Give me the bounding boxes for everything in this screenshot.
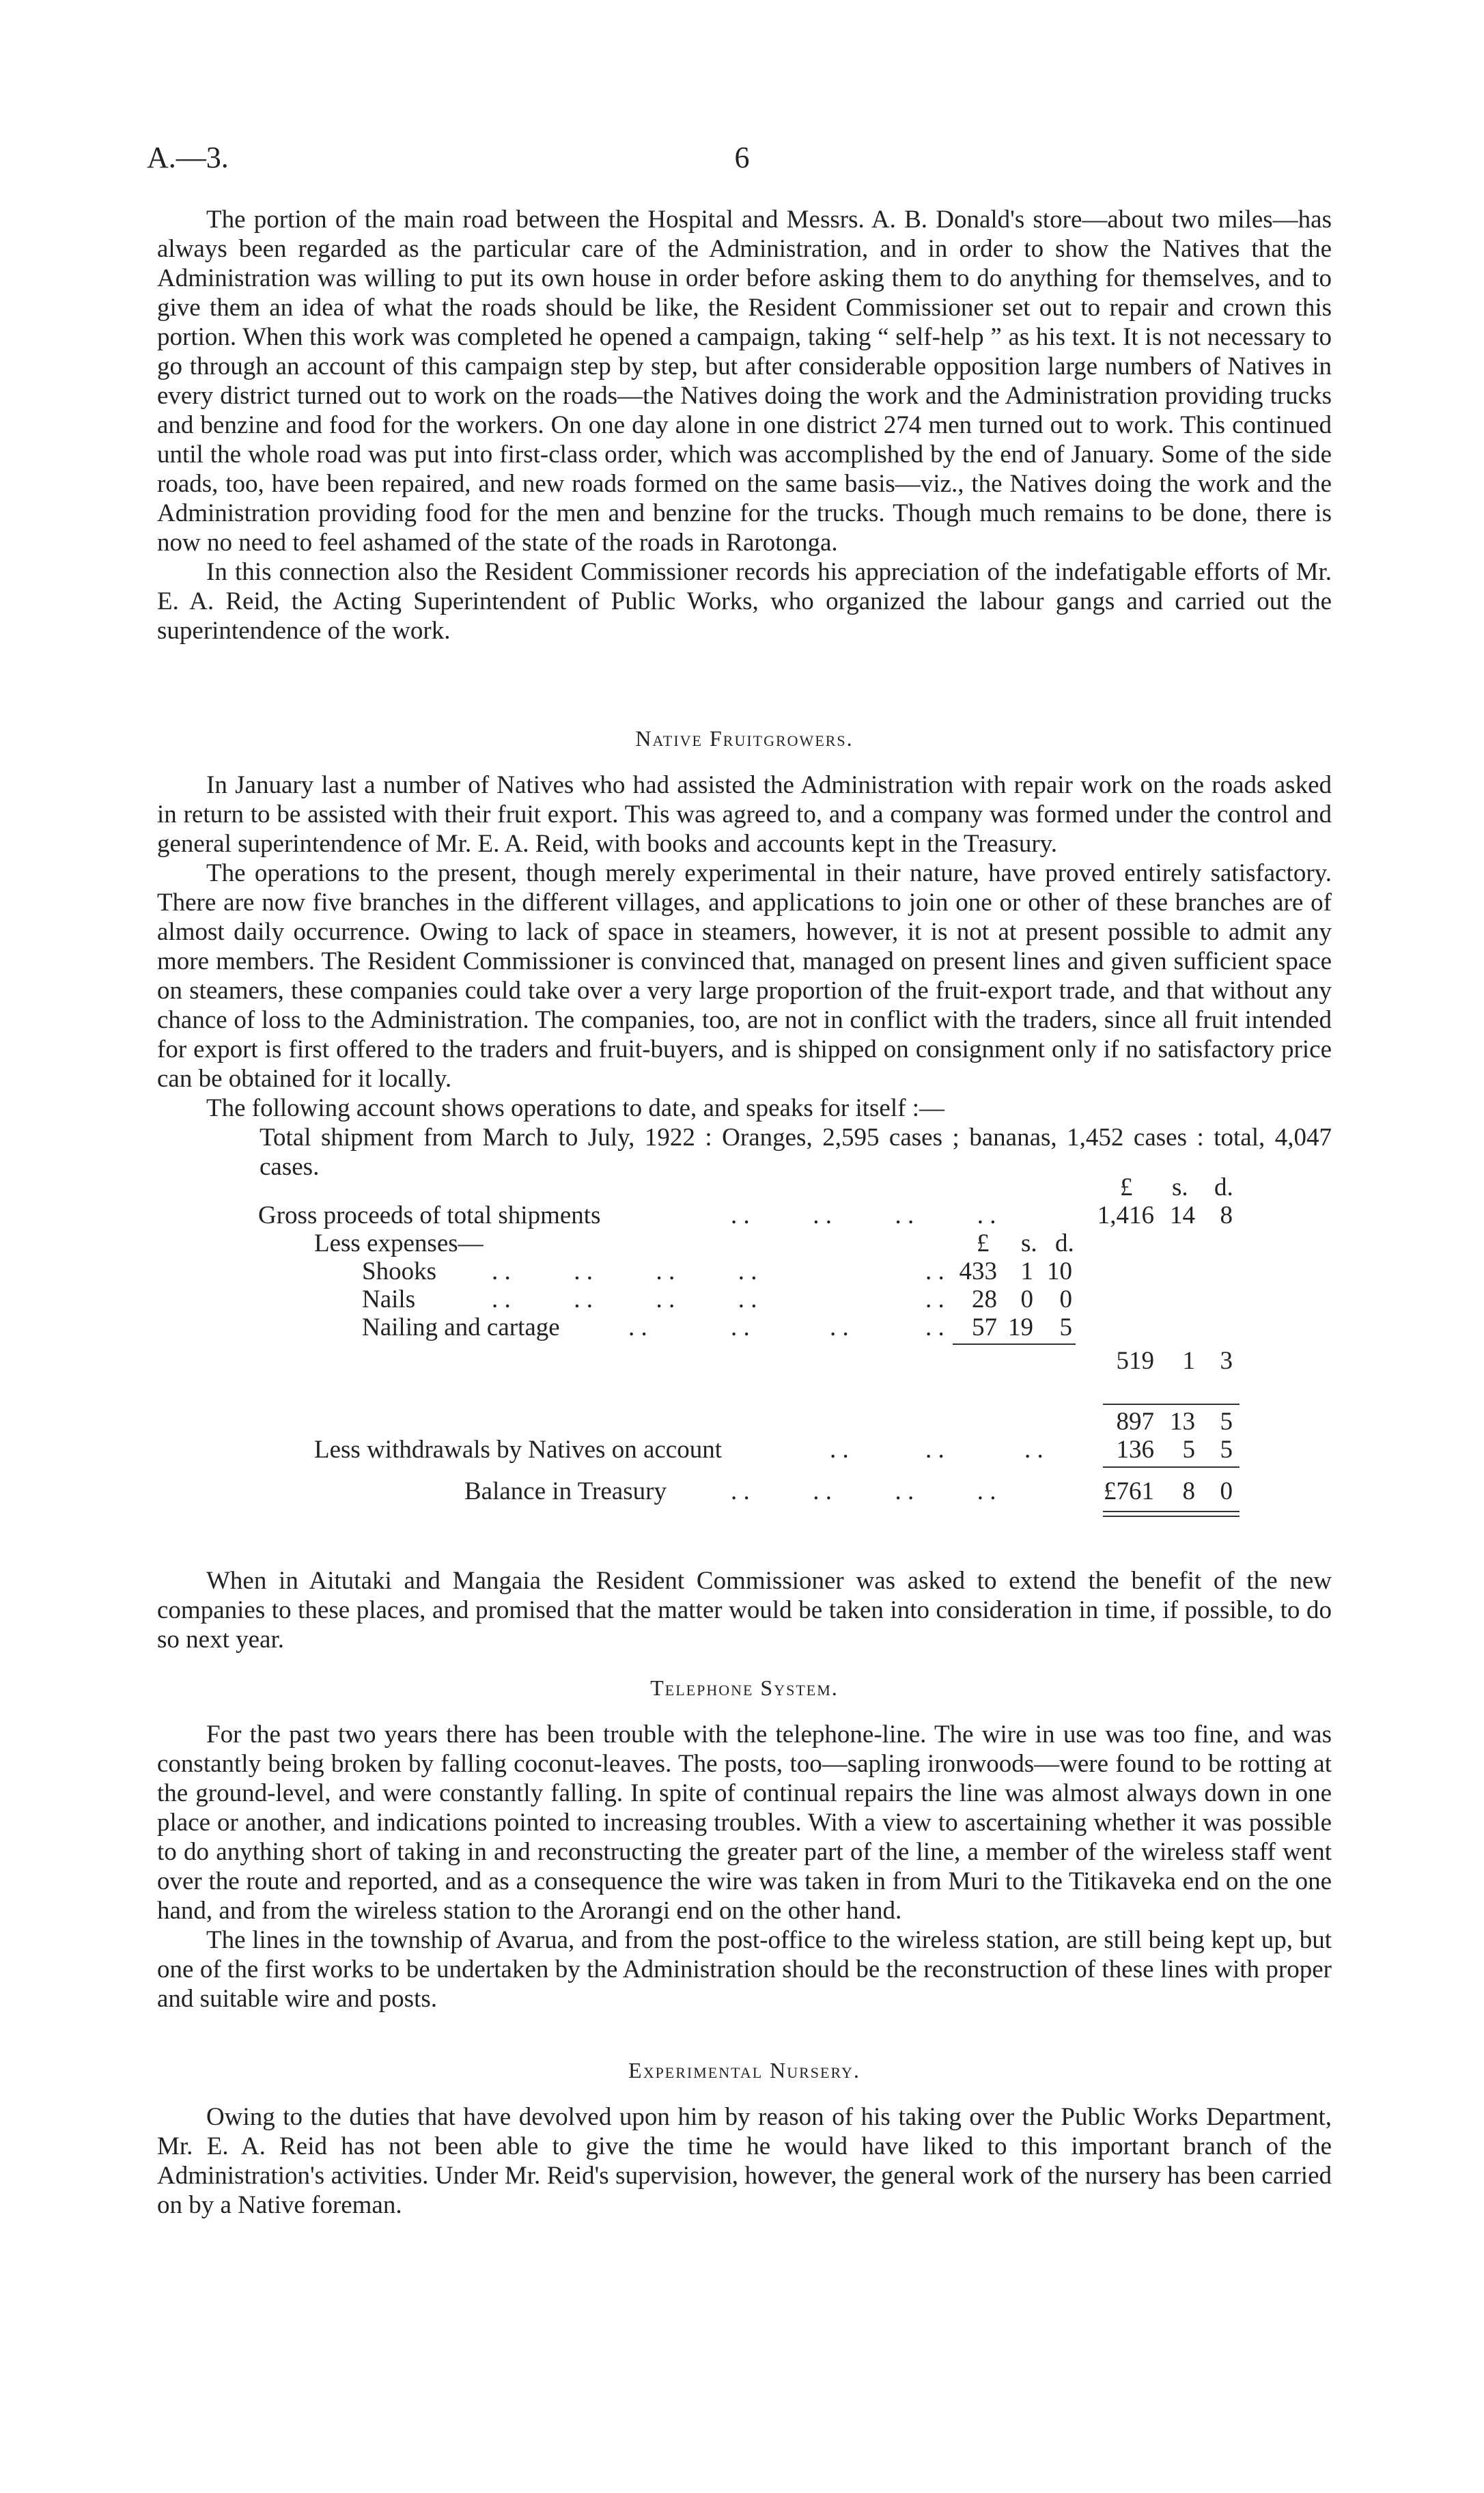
paragraph-account-intro: The following account shows operations to date, and speaks for itself :— — [206, 1094, 944, 1122]
paragraph-avarua-lines: The lines in the township of Avarua, and from the post-office to the wireless station, are still being kept up, but one of the first works to be undertaken by the Administration should be the reconstruction of these lines with proper and suitable wire and posts. — [157, 1926, 1332, 2013]
expense-row-nails: Nails . . . . . . . . . . 28 0 0 — [362, 1285, 1072, 1313]
heading-experimental-nursery: Experimental Nursery. — [628, 2058, 860, 2083]
paragraph-roads: The portion of the main road between the Hospital and Messrs. A. B. Donald's store—about two miles—has always been regarded as the particular care of the Administration, and in order to show the Natives that the Administration was willing to put its own house in order before asking them to do anything for themselves, and to give them an idea of what the roads should be like, the Resident Commissioner set out to repair and crown this portion. When this work was completed he opened a campaign, taking “ self-help ” as his text. It is not necessary to go through an account of this campaign step by step, but after considerable opposition large numbers of Natives in every district turned out to work on the roads—the Natives doing the work and the Administration providing trucks and benzine and food for the workers. On one day alone in one district 274 men turned out to work. This continued until the whole road was put into first-class order, which was accomplished by the end of January. Some of the side roads, too, have been repaired, and new roads formed on the same basis—viz., the Natives doing the work and the Administration providing food for the men and benzine for the trucks. Though much remains to be done, there is now no need to feel ashamed of the state of the roads in Rarotonga. — [157, 206, 1332, 557]
page-header — [147, 140, 1337, 181]
expenses-total-row: 519 1 3 — [1116, 1347, 1233, 1375]
telephone-section — [157, 1675, 1332, 2014]
paragraph-nursery: Owing to the duties that have devolved upon him by reason of his taking over the Public Works Department, Mr. E. A. Reid has not been able to give the time he would have liked to this important branch of the Administration's activities. Under Mr. Reid's supervision, however, the general work of the nursery has been carried on by a Native foreman. — [157, 2103, 1332, 2219]
balance-row: Balance in Treasury . . . . . . . . £761 8 0 — [464, 1477, 1233, 1505]
net-total-rule — [1103, 1404, 1240, 1405]
paragraph-aitutaki-mangaia: When in Aitutaki and Mangaia the Resident Commissioner was asked to extend the benefit of the new companies to these places, and promised that the matter would be taken into consideration in time, if possible, to do so next year. — [157, 1567, 1332, 1654]
document-code: A.—3. — [147, 141, 229, 174]
outer-column-header: £ s. d. — [1120, 1173, 1233, 1201]
paragraph-operations: The operations to the present, though merely experimental in their nature, have proved entirely satisfactory. There are now five branches in the different villages, and applications to join one or other of these branches are of almost daily occurrence. Owing to lack of space in steamers, however, it is not at present possible to admit any more members. The Resident Commissioner is convinced that, managed on present lines and given sufficient space on steamers, these companies could take over a very large proportion of the fruit-export trade, and that without any chance of loss to the Administration. The companies, too, are not in conflict with the traders, since all fruit intended for export is first offered to the traders and fruit-buyers, and is shipped on consignment only if no satisfactory price can be obtained for it locally. — [157, 859, 1332, 1093]
page-number: 6 — [734, 141, 750, 174]
heading-telephone-system: Telephone System. — [650, 1675, 839, 1700]
withdrawals-row: Less withdrawals by Natives on account . . . . . . 136 5 5 — [314, 1436, 1233, 1464]
roads-section — [157, 205, 1332, 645]
expense-row-nailing-cartage: Nailing and cartage . . . . . . . . 57 19 5 — [362, 1313, 1072, 1341]
aitutaki-section — [157, 1566, 1332, 1654]
expense-row-shooks: Shooks . . . . . . . . . . 433 1 10 — [362, 1257, 1072, 1285]
less-expenses-row: Less expenses— £ s. d. — [314, 1229, 1074, 1257]
expenses-subtotal-rule — [953, 1343, 1076, 1345]
account-table — [157, 1173, 1332, 1569]
shipment-summary: Total shipment from March to July, 1922 : Oranges, 2,595 cases ; bananas, 1,452 cases : total, 4,047 cases. — [260, 1124, 1332, 1181]
fruitgrowers-section — [157, 726, 1332, 1182]
nursery-section — [157, 2058, 1332, 2220]
paragraph-fruit-export: In January last a number of Natives who had assisted the Administration with repair work on the roads asked in return to be assisted with their fruit export. This was agreed to, and a company was formed under the control and general superintendence of Mr. E. A. Reid, with books and accounts kept in the Treasury. — [157, 771, 1332, 858]
paragraph-telephone-trouble: For the past two years there has been trouble with the telephone-line. The wire in use was too fine, and was constantly being broken by falling coconut-leaves. The posts, too—sapling ironwoods—were found to be rotting at the ground-level, and were constantly falling. In spite of continual repairs the line was almost always down in one place or another, and indications pointed to increasing troubles. With a view to ascertaining whether it was possible to do anything short of taking in and reconstructing the greater part of the line, a member of the wireless staff went over the route and reported, and as a consequence the wire was taken in from Muri to the Titikaveka end on the one hand, and from the wireless station to the Arorangi end on the other hand. — [157, 1721, 1332, 1925]
balance-rule — [1103, 1466, 1240, 1468]
balance-double-rule-bottom — [1103, 1516, 1240, 1517]
balance-double-rule-top — [1103, 1511, 1240, 1512]
gross-proceeds-row: Gross proceeds of total shipments . . . . . . . . 1,416 14 8 — [258, 1201, 1233, 1229]
net-total-row: 897 13 5 — [1116, 1408, 1233, 1436]
paragraph-appreciation: In this connection also the Resident Commissioner records his appreciation of the indefatigable efforts of Mr. E. A. Reid, the Acting Superintendent of Public Works, who organized the labour gangs and carried out the superintendence of the work. — [157, 558, 1332, 645]
heading-native-fruitgrowers: Native Fruitgrowers. — [635, 726, 854, 751]
